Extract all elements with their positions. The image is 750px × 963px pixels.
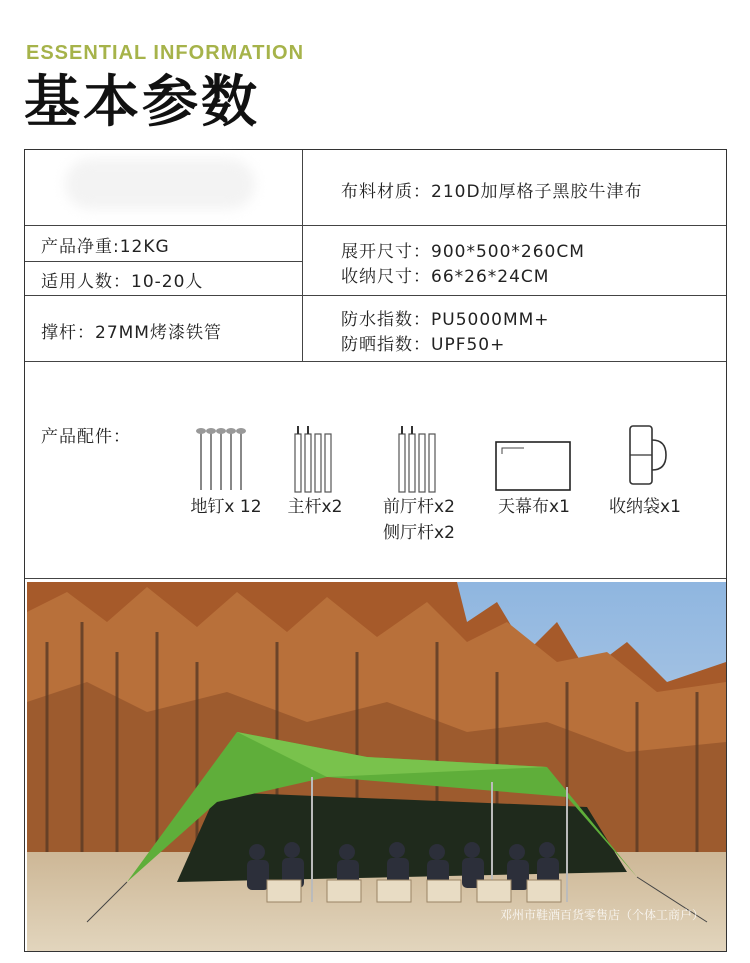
row-divider [25, 261, 302, 262]
spec-waterproof: 防水指数：PU5000MM+ [341, 310, 550, 330]
accessory-canopy [485, 422, 583, 520]
main-poles-icon [292, 422, 338, 494]
accessory-label: 收纳袋x1 [609, 497, 681, 517]
accessory-label: 天幕布x1 [498, 497, 570, 517]
product-photo [27, 582, 726, 951]
accessory-side-poles [371, 422, 467, 546]
accessory-label: 主杆x2 [287, 497, 343, 517]
accessory-label: 地钉x 12 [190, 497, 262, 517]
column-divider [302, 150, 303, 361]
spec-weight: 产品净重:12KG [41, 237, 170, 257]
spec-fabric: 布料材质：210D加厚格子黑胶牛津布 [341, 182, 643, 202]
camping-scene-image [27, 582, 726, 951]
spec-table [24, 149, 727, 952]
spec-sunproof: 防晒指数：UPF50+ [341, 335, 506, 355]
accessory-main-poles [277, 422, 353, 520]
page-title: 基本参数 [24, 70, 260, 135]
accessories-label: 产品配件： [41, 427, 131, 447]
accessory-label-secondary: 侧厅杆x2 [383, 523, 455, 543]
accessory-stakes [181, 422, 271, 520]
blurred-logo [65, 159, 255, 209]
stakes-icon [191, 422, 261, 494]
section-eyebrow: ESSENTIAL INFORMATION [26, 42, 305, 64]
side-poles-icon [396, 422, 442, 494]
spec-packed-size: 收纳尺寸：66*26*24CM [341, 267, 550, 287]
canopy-icon [494, 422, 574, 494]
row-divider [25, 578, 726, 579]
row-divider [25, 225, 726, 226]
spec-open-size: 展开尺寸：900*500*260CM [341, 242, 585, 262]
row-divider [25, 295, 726, 296]
spec-capacity: 适用人数：10-20人 [41, 272, 204, 292]
accessory-storage-bag [595, 422, 695, 520]
spec-pole: 撑杆：27MM烤漆铁管 [41, 323, 222, 343]
row-divider [25, 361, 726, 362]
store-watermark: 邓州市鞋酒百货零售店（个体工商户） [499, 908, 704, 922]
accessory-label: 前厅杆x2 [383, 497, 455, 517]
storage-bag-icon [620, 422, 670, 494]
